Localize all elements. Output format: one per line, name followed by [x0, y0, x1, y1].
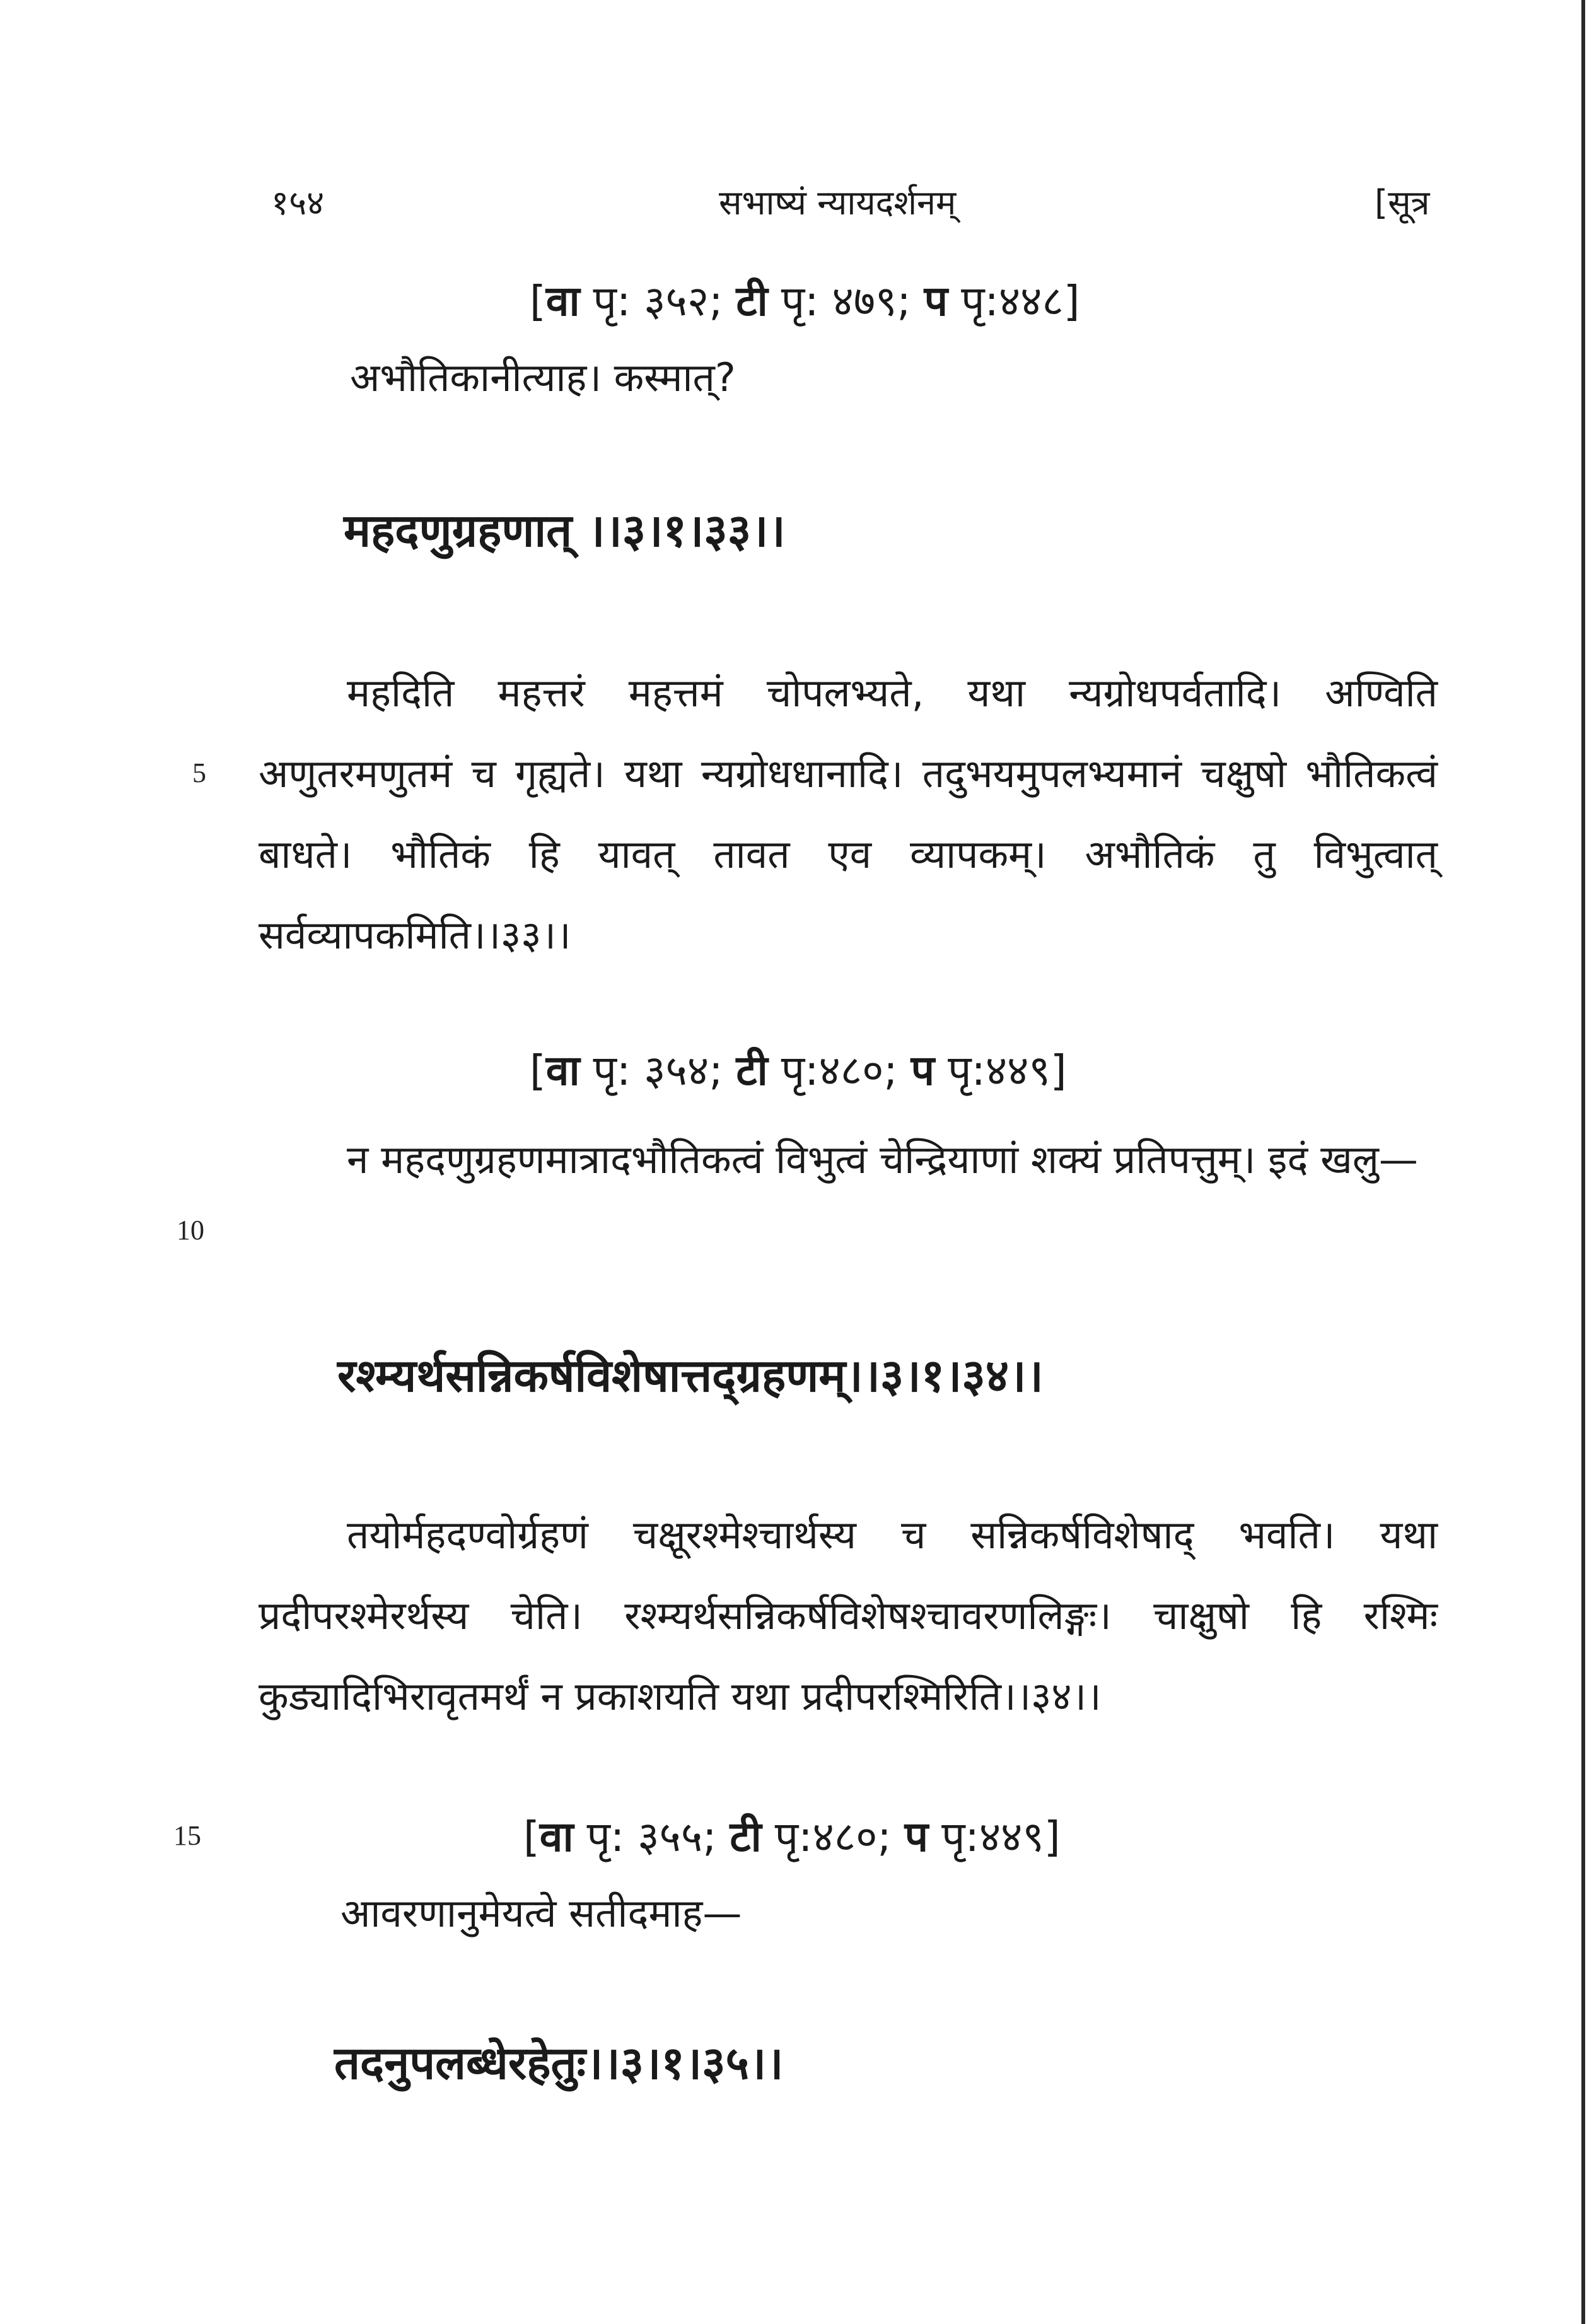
page-number: १५४ — [271, 183, 325, 223]
parishuddhi-abbrev: प — [924, 277, 948, 325]
reference-line: [वा पृ: ३५५; टी पृ:४८०; प पृ:४४९] — [523, 1813, 1061, 1861]
commentary-paragraph: महदिति महत्तरं महत्तमं चोपलभ्यते, यथा न्यग्रोधपर्वतादि। अण्विति अणुतरमणुतमं च गृह्यते। यथा न्यग्रोधधानादि। तदुभयमुपलभ्यमानं चक्षुषो भौतिकत्वं बाधते। भौतिकं हि यावत् तावत एव व्यापकम्। अभौतिकं तु विभुत्वात् सर्वव्यापकमिति।।३३।। — [259, 670, 1438, 958]
parishuddhi-abbrev: प — [904, 1813, 929, 1861]
reference-line: [वा पृ: ३५४; टी पृ:४८०; प पृ:४४९] — [530, 1046, 1067, 1095]
vartika-abbrev: वा — [545, 1046, 580, 1095]
intro-text: अभौतिकानीत्याह। कस्मात्? — [350, 354, 736, 400]
running-title: सभाष्यं न्यायदर्शनम् — [719, 183, 957, 223]
line-number: 15 — [173, 1820, 201, 1851]
commentary-paragraph: न महदणुग्रहणमात्रादभौतिकत्वं विभुत्वं चेन्द्रियाणां शक्यं प्रतिपत्तुम्। इदं खलु— — [347, 1136, 1418, 1182]
section-label: [सूत्र — [1375, 183, 1430, 223]
sutra-heading: महदणुग्रहणात् ।।३।१।३३।। — [344, 504, 786, 557]
vartika-abbrev: वा — [545, 277, 580, 325]
commentary-paragraph: तयोर्महदण्वोर्ग्रहणं चक्षूरश्मेश्चार्थस्य च सन्निकर्षविशेषाद् भवति। यथा प्रदीपरश्मेरर्थस्य चेति। रश्म्यर्थसन्निकर्षविशेषश्चावरणलिङ्गः। चाक्षुषो हि रश्मिः कुड्यादिभिरावृतमर्थं न प्रकाशयति यथा प्रदीपरश्मिरिति।।३४।। — [259, 1512, 1438, 1719]
sutra-heading: तदनुपलब्धेरहेतुः।।३।१।३५।। — [334, 2036, 784, 2089]
line-number: 10 — [177, 1215, 204, 1246]
line-number: 5 — [192, 757, 206, 788]
vartika-abbrev: वा — [539, 1813, 574, 1861]
intro-text: आवरणानुमेयत्वे सतीदमाह— — [340, 1890, 742, 1936]
parishuddhi-abbrev: प — [910, 1046, 935, 1095]
sutra-heading: रश्म्यर्थसन्निकर्षविशेषात्तद्ग्रहणम्।।३।१।३४।। — [337, 1349, 1044, 1402]
page-edge-line — [1581, 0, 1585, 2324]
reference-line: [वा पृ: ३५२; टी पृ: ४७९; प पृ:४४८] — [530, 277, 1080, 325]
tika-abbrev: टी — [736, 1046, 768, 1095]
tika-abbrev: टी — [730, 1813, 762, 1861]
tika-abbrev: टी — [736, 277, 768, 325]
